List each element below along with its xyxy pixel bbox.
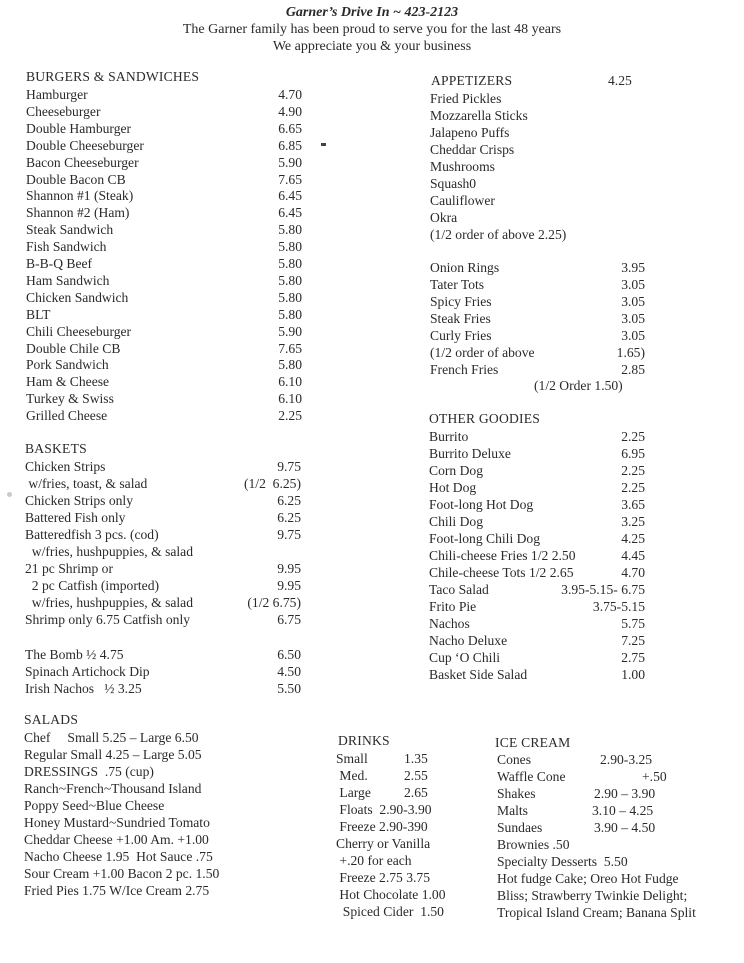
- item-price: 2.75: [621, 650, 645, 665]
- item-name: Turkey & Swiss: [26, 391, 114, 407]
- item-name: Chicken Strips only: [25, 493, 133, 508]
- section-title-drinks: DRINKS: [338, 733, 390, 748]
- item-name: Taco Salad: [429, 582, 489, 597]
- menu-item: [429, 513, 729, 530]
- menu-item: [429, 615, 729, 632]
- item-name: +.20 for each: [336, 853, 412, 868]
- menu-item: [26, 204, 326, 221]
- item-name: Spinach Artichock Dip: [25, 664, 150, 679]
- item-name: Chili Cheeseburger: [26, 323, 132, 339]
- menu-item: [26, 306, 326, 323]
- menu-item: [429, 445, 729, 462]
- item-price: 1.35: [404, 751, 428, 766]
- item-name: Double Chile CB: [26, 340, 121, 356]
- item-name: Chile-cheese Tots 1/2 2.65: [429, 565, 574, 580]
- item-price: 4.70: [621, 565, 645, 580]
- item-name: Double Hamburger: [26, 120, 132, 136]
- menu-item: [430, 175, 730, 192]
- item-name: Steak Fries: [430, 311, 491, 326]
- item-name: 2 pc Catfish (imported): [25, 578, 160, 593]
- item-price: 2.25: [621, 429, 645, 444]
- menu-item: [25, 560, 325, 577]
- item-name: French Fries: [430, 362, 499, 377]
- menu-item: [497, 802, 744, 819]
- menu-item: [26, 103, 326, 120]
- item-name: Specialty Desserts 5.50: [497, 854, 628, 869]
- item-price: 6.85: [278, 137, 302, 153]
- menu-item: [24, 763, 324, 780]
- menu-item: [497, 819, 744, 836]
- item-name: Med.: [336, 768, 368, 783]
- menu-item: [24, 848, 324, 865]
- item-name: Chicken Strips: [25, 459, 106, 474]
- menu-item: [497, 836, 744, 853]
- menu-item: [430, 293, 730, 310]
- menu-item: [25, 526, 325, 543]
- item-name: Shakes: [497, 786, 536, 801]
- menu-item: [429, 428, 729, 445]
- item-name: Burrito: [429, 429, 469, 444]
- item-price: 9.75: [277, 527, 301, 542]
- item-price: 1.00: [621, 667, 645, 682]
- item-name: Jalapeno Puffs: [430, 125, 510, 140]
- item-price: 9.75: [277, 459, 301, 474]
- menu-item: [497, 870, 744, 887]
- menu-item: [24, 814, 324, 831]
- item-name: Fried Pickles: [430, 91, 502, 106]
- menu-item: [26, 120, 326, 137]
- item-name: Nacho Deluxe: [429, 633, 508, 648]
- menu-item: [430, 259, 730, 276]
- item-name: Chicken Sandwich: [26, 289, 129, 305]
- menu-item: [24, 882, 324, 899]
- item-price: 4.90: [278, 103, 302, 119]
- menu-item: [26, 238, 326, 255]
- item-price: 2.85: [621, 362, 645, 377]
- menu-item: [24, 729, 324, 746]
- item-price: 5.75: [621, 616, 645, 631]
- item-name: Poppy Seed~Blue Cheese: [24, 798, 165, 813]
- menu-item: [430, 226, 730, 243]
- item-name: Cheddar Crisps: [430, 142, 515, 157]
- menu-item: [497, 751, 744, 768]
- item-name: Corn Dog: [429, 463, 483, 478]
- item-name: Large: [336, 785, 371, 800]
- item-name: Batteredfish 3 pcs. (cod): [25, 527, 159, 542]
- item-price: (1/2 6.25): [243, 476, 301, 491]
- menu-item: [25, 492, 325, 509]
- item-name: Foot-long Chili Dog: [429, 531, 541, 546]
- section-title-appetizers: APPETIZERS: [431, 73, 513, 88]
- item-price: 7.65: [278, 171, 302, 187]
- item-price: 4.50: [277, 664, 301, 679]
- menu-item: [429, 530, 729, 547]
- item-name: Brownies .50: [497, 837, 570, 852]
- item-price: 5.90: [278, 154, 302, 170]
- item-price: 7.65: [278, 340, 302, 356]
- menu-item: [26, 407, 326, 424]
- menu-item: [430, 141, 730, 158]
- item-name: Spicy Fries: [430, 294, 492, 309]
- tagline: The Garner family has been proud to serve you for the last 48 years: [182, 22, 562, 37]
- item-price: (1/2 6.75): [247, 595, 301, 610]
- item-name: Fried Pies 1.75 W/Ice Cream 2.75: [24, 883, 210, 898]
- item-name: Chili-cheese Fries 1/2 2.50: [429, 548, 576, 563]
- item-name: BLT: [26, 306, 51, 322]
- item-price: 3.95-5.15- 6.75: [561, 582, 645, 597]
- item-name: The Bomb ½ 4.75: [25, 647, 124, 662]
- item-name: B-B-Q Beef: [26, 256, 93, 271]
- item-name: Bacon Cheeseburger: [26, 154, 139, 170]
- menu-item: [25, 594, 325, 611]
- item-name: Double Cheeseburger: [26, 137, 144, 153]
- item-name: Steak Sandwich: [26, 222, 114, 238]
- item-price: 3.75-5.15: [592, 599, 645, 614]
- item-name: Hamburger: [26, 87, 88, 102]
- item-price: 6.10: [278, 391, 302, 407]
- item-name: Ham & Cheese: [26, 374, 110, 390]
- item-name: Shannon #2 (Ham): [26, 205, 130, 221]
- item-name: Mushrooms: [430, 159, 495, 174]
- item-price: 2.90-3.25: [600, 752, 653, 767]
- menu-item: [430, 209, 730, 226]
- menu-item: [429, 598, 729, 615]
- menu-item: [24, 865, 324, 882]
- menu-item: [429, 479, 729, 496]
- item-name: Cones: [497, 752, 531, 767]
- menu-item: [497, 853, 744, 870]
- item-name: (1/2 order of above 2.25): [430, 227, 567, 242]
- menu-item: [25, 475, 325, 492]
- item-price: 6.25: [277, 493, 301, 508]
- item-price: 6.25: [277, 510, 301, 525]
- menu-item: [26, 323, 326, 340]
- menu-item: [429, 632, 729, 649]
- item-price: 3.95: [621, 260, 645, 275]
- item-price: 9.95: [277, 578, 301, 593]
- menu-item: [430, 158, 730, 175]
- item-price: 9.95: [277, 561, 301, 576]
- menu-item: [25, 543, 325, 560]
- item-name: Cheddar Cheese +1.00 Am. +1.00: [24, 832, 209, 847]
- menu-header: [0, 4, 744, 55]
- item-price: 5.80: [278, 272, 302, 288]
- menu-item: [429, 547, 729, 564]
- item-name: Fish Sandwich: [26, 239, 107, 255]
- item-name: Frito Pie: [429, 599, 477, 614]
- item-name: Hot fudge Cake; Oreo Hot Fudge: [497, 871, 679, 886]
- menu-item: [430, 124, 730, 141]
- item-name: Cauliflower: [430, 193, 495, 208]
- menu-item: [26, 154, 326, 171]
- item-price: 5.80: [278, 306, 302, 322]
- appetizers-price: 4.25: [608, 73, 632, 88]
- item-price: 5.80: [278, 289, 302, 305]
- item-price: 6.45: [278, 205, 302, 221]
- menu-item: [26, 137, 326, 154]
- menu-item: [26, 390, 326, 407]
- menu-item: [430, 192, 730, 209]
- item-name: Waffle Cone: [497, 769, 566, 784]
- menu-item: [429, 462, 729, 479]
- menu-item: [430, 344, 730, 361]
- item-price: 2.25: [621, 463, 645, 478]
- item-price: 6.75: [277, 612, 301, 627]
- item-price: 4.25: [621, 531, 645, 546]
- menu-item: [26, 356, 326, 373]
- item-price: 3.10 – 4.25: [592, 803, 654, 818]
- item-price: 6.95: [621, 446, 645, 461]
- item-price: +.50: [642, 769, 667, 784]
- section-title-goodies: OTHER GOODIES: [429, 411, 540, 426]
- menu-item: [429, 496, 729, 513]
- item-name: Cherry or Vanilla: [336, 836, 431, 851]
- item-price: 2.25: [278, 408, 302, 424]
- item-name: Chef Small 5.25 – Large 6.50: [24, 730, 199, 745]
- item-name: w/fries, hushpuppies, & salad: [25, 595, 194, 610]
- item-name: Honey Mustard~Sundried Tomato: [24, 815, 210, 830]
- item-name: Freeze 2.75 3.75: [336, 870, 430, 885]
- item-name: Irish Nachos ½ 3.25: [25, 681, 142, 696]
- menu-item: [24, 797, 324, 814]
- section-title-baskets: BASKETS: [25, 441, 87, 456]
- section-title-ice-cream: ICE CREAM: [495, 735, 571, 750]
- item-name: Tropical Island Cream; Banana Split: [497, 905, 696, 920]
- item-price: 5.80: [278, 222, 302, 238]
- item-name: Nacho Cheese 1.95 Hot Sauce .75: [24, 849, 213, 864]
- item-name: w/fries, hushpuppies, & salad: [25, 544, 194, 559]
- menu-item: [430, 90, 730, 107]
- menu-item: [26, 289, 326, 306]
- item-name: Squash0: [430, 176, 477, 191]
- item-price: 5.50: [277, 681, 301, 696]
- item-name: (1/2 order of above: [430, 345, 535, 360]
- restaurant-title: Garner’s Drive In ~ 423-2123: [285, 5, 459, 20]
- menu-item: [497, 768, 744, 785]
- item-name: 21 pc Shrimp or: [25, 561, 113, 576]
- menu-item: [429, 666, 729, 683]
- item-name: Shannon #1 (Steak): [26, 188, 134, 204]
- menu-item: [25, 646, 325, 663]
- item-price: 5.80: [278, 256, 302, 271]
- item-name: Sour Cream +1.00 Bacon 2 pc. 1.50: [24, 866, 220, 881]
- item-price: 2.25: [621, 480, 645, 495]
- item-name: Burrito Deluxe: [429, 446, 511, 461]
- item-name: Small: [336, 751, 368, 766]
- item-price: 3.05: [621, 277, 645, 292]
- menu-item: [430, 327, 730, 344]
- item-name: Bliss; Strawberry Twinkie Delight;: [497, 888, 688, 903]
- menu-item: [430, 276, 730, 293]
- item-name: Double Bacon CB: [26, 171, 126, 187]
- menu-item: [497, 887, 744, 904]
- menu-item: [25, 509, 325, 526]
- menu-item: [25, 663, 325, 680]
- menu-item: [429, 564, 729, 581]
- item-price: 5.80: [278, 239, 302, 255]
- menu-item: [430, 107, 730, 124]
- item-price: 5.80: [278, 357, 302, 373]
- item-name: Basket Side Salad: [429, 667, 528, 682]
- item-price: 6.65: [278, 120, 302, 136]
- item-name: Mozzarella Sticks: [430, 108, 528, 123]
- item-name: Grilled Cheese: [26, 408, 108, 424]
- item-name: Hot Dog: [429, 480, 477, 495]
- item-name: Okra: [430, 210, 458, 225]
- item-name: Sundaes: [497, 820, 543, 835]
- menu-item: [26, 187, 326, 204]
- item-name: Malts: [497, 803, 528, 818]
- item-price: 6.45: [278, 188, 302, 204]
- item-price: 2.55: [404, 768, 428, 783]
- item-price: 3.05: [621, 328, 645, 343]
- item-name: Pork Sandwich: [26, 357, 109, 373]
- item-name: w/fries, toast, & salad: [25, 476, 148, 491]
- item-name: Shrimp only 6.75 Catfish only: [25, 612, 191, 627]
- item-price: 3.25: [621, 514, 645, 529]
- item-name: Foot-long Hot Dog: [429, 497, 534, 512]
- menu-item: [429, 581, 729, 598]
- item-name: Cup ‘O Chili: [429, 650, 500, 665]
- item-price: 1.65): [616, 345, 645, 360]
- item-name: Ham Sandwich: [26, 272, 110, 288]
- menu-item: [24, 780, 324, 797]
- item-name: Regular Small 4.25 – Large 5.05: [24, 747, 202, 762]
- half-order-note: (1/2 Order 1.50): [534, 378, 623, 393]
- menu-item: [430, 310, 730, 327]
- item-price: 4.70: [278, 87, 302, 102]
- item-price: 3.90 – 4.50: [594, 820, 656, 835]
- item-price: 6.10: [278, 374, 302, 390]
- menu-item: [26, 340, 326, 357]
- item-name: Chili Dog: [429, 514, 484, 529]
- item-name: Battered Fish only: [25, 510, 126, 525]
- item-price: 4.45: [621, 548, 645, 563]
- item-name: DRESSINGS .75 (cup): [24, 764, 154, 779]
- menu-item: [26, 171, 326, 188]
- item-name: Spiced Cider 1.50: [336, 904, 444, 919]
- scan-dot: [7, 492, 12, 497]
- item-price: 3.65: [621, 497, 645, 512]
- menu-item: [26, 373, 326, 390]
- menu-item: [26, 86, 326, 103]
- item-price: 6.50: [277, 647, 301, 662]
- menu-item: [25, 577, 325, 594]
- item-name: Ranch~French~Thousand Island: [24, 781, 202, 796]
- menu-item: [25, 458, 325, 475]
- item-price: 5.90: [278, 323, 302, 339]
- menu-item: [497, 785, 744, 802]
- item-price: 3.05: [621, 294, 645, 309]
- menu-item: [26, 255, 326, 272]
- menu-item: [24, 746, 324, 763]
- menu-item: [430, 361, 730, 378]
- item-name: Tater Tots: [430, 277, 485, 292]
- item-price: 7.25: [621, 633, 645, 648]
- item-name: Hot Chocolate 1.00: [336, 887, 446, 902]
- section-title-salads: SALADS: [24, 712, 79, 727]
- menu-item: [26, 221, 326, 238]
- item-name: Floats 2.90-3.90: [336, 802, 432, 817]
- item-name: Curly Fries: [430, 328, 492, 343]
- menu-item: [26, 272, 326, 289]
- section-title-burgers: BURGERS & SANDWICHES: [26, 69, 200, 84]
- item-name: Freeze 2.90-390: [336, 819, 428, 834]
- item-name: Nachos: [429, 616, 470, 631]
- menu-item: [497, 904, 744, 921]
- menu-item: [25, 680, 325, 697]
- item-name: Onion Rings: [430, 260, 500, 275]
- item-price: 3.05: [621, 311, 645, 326]
- menu-item: [25, 611, 325, 628]
- item-price: 2.65: [404, 785, 428, 800]
- item-price: 2.90 – 3.90: [594, 786, 656, 801]
- item-name: Cheeseburger: [26, 103, 101, 119]
- menu-item: [429, 649, 729, 666]
- tagline-2: We appreciate you & your business: [272, 39, 472, 54]
- menu-item: [24, 831, 324, 848]
